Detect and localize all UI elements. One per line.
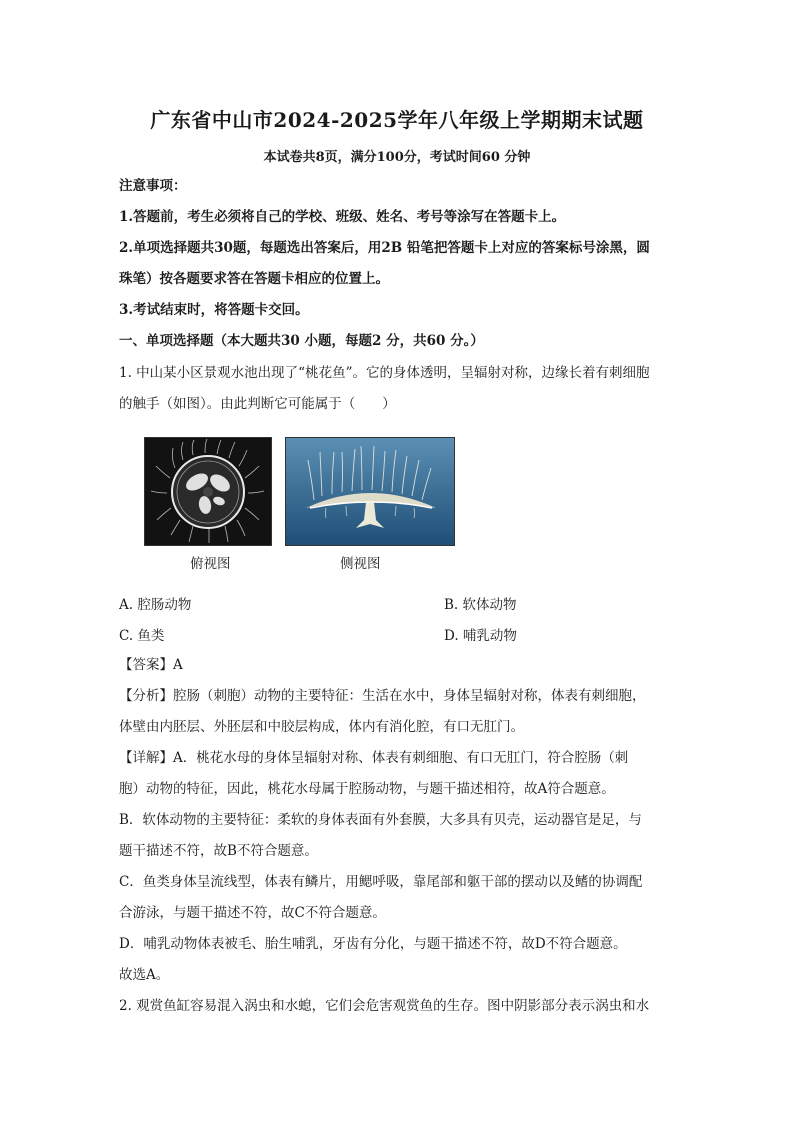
question-1-detail-line-2: 胞）动物的特征，因此，桃花水母属于腔肠动物，与题干描述相符，故A符合题意。 bbox=[119, 781, 615, 797]
section-heading: 一、单项选择题（本大题共30 小题，每题2 分，共60 分。） bbox=[119, 333, 484, 349]
question-1-analysis-line-2: 体壁由内胚层、外胚层和中胶层构成，体内有消化腔，有口无肛门。 bbox=[119, 719, 524, 735]
question-1-detail-line-1: 【详解】A．桃花水母的身体呈辐射对称、体表有刺细胞、有口无肛门，符合腔肠（刺 bbox=[119, 750, 629, 766]
question-2-stem-line-1: 2. 观赏鱼缸容易混入涡虫和水螅，它们会危害观赏鱼的生存。图中阴影部分表示涡虫和水 bbox=[119, 998, 650, 1014]
question-1-detail-line-7: D．哺乳动物体表被毛、胎生哺乳，牙齿有分化，与题干描述不符，故D不符合题意。 bbox=[119, 936, 627, 952]
notice-heading: 注意事项： bbox=[119, 178, 187, 194]
option-b: B. 软体动物 bbox=[444, 597, 517, 613]
jellyfish-top-view-drawing bbox=[145, 438, 271, 545]
option-d: D. 哺乳动物 bbox=[444, 628, 517, 644]
question-1-stem-line-1: 1. 中山某小区景观水池出现了“桃花鱼”。它的身体透明，呈辐射对称，边缘长着有刺细胞 bbox=[119, 365, 650, 381]
option-c: C. 鱼类 bbox=[119, 628, 165, 644]
notice-item-3: 3.考试结束时，将答题卡交回。 bbox=[119, 302, 309, 318]
question-1-detail-line-5: C．鱼类身体呈流线型，体表有鳞片，用鳃呼吸，靠尾部和躯干部的摆动以及鳍的协调配 bbox=[119, 874, 643, 890]
notice-item-2-cont: 珠笔）按各题要求答在答题卡相应的位置上。 bbox=[119, 271, 389, 287]
exam-subtitle: 本试卷共8页，满分100分，考试时间60 分钟 bbox=[263, 150, 531, 165]
option-a: A. 腔肠动物 bbox=[119, 597, 192, 613]
page-title: 广东省中山市2024-2025学年八年级上学期期末试题 bbox=[150, 108, 644, 132]
caption-side-view: 侧视图 bbox=[340, 556, 381, 572]
question-1-answer: 【答案】A bbox=[119, 657, 183, 673]
question-1-detail-line-6: 合游泳，与题干描述不符，故C不符合题意。 bbox=[119, 905, 386, 921]
caption-top-view: 俯视图 bbox=[190, 556, 231, 572]
question-1-analysis-line-1: 【分析】腔肠（刺胞）动物的主要特征：生活在水中，身体呈辐射对称，体表有刺细胞， bbox=[119, 688, 646, 704]
question-1-stem-line-2: 的触手（如图）。由此判断它可能属于（ ） bbox=[119, 396, 396, 412]
question-1-conclusion: 故选A。 bbox=[119, 967, 170, 983]
question-1-detail-line-4: 题干描述不符，故B不符合题意。 bbox=[119, 843, 318, 859]
notice-item-1: 1.答题前，考生必须将自己的学校、班级、姓名、考号等涂写在答题卡上。 bbox=[119, 209, 566, 225]
jellyfish-top-view-image bbox=[144, 437, 272, 546]
notice-item-2: 2.单项选择题共30题，每题选出答案后，用2B 铅笔把答题卡上对应的答案标号涂黑，圆 bbox=[119, 240, 650, 256]
question-1-detail-line-3: B．软体动物的主要特征：柔软的身体表面有外套膜，大多具有贝壳，运动器官是足，与 bbox=[119, 812, 642, 828]
jellyfish-side-view-image bbox=[285, 437, 455, 546]
jellyfish-side-view-drawing bbox=[286, 438, 454, 545]
